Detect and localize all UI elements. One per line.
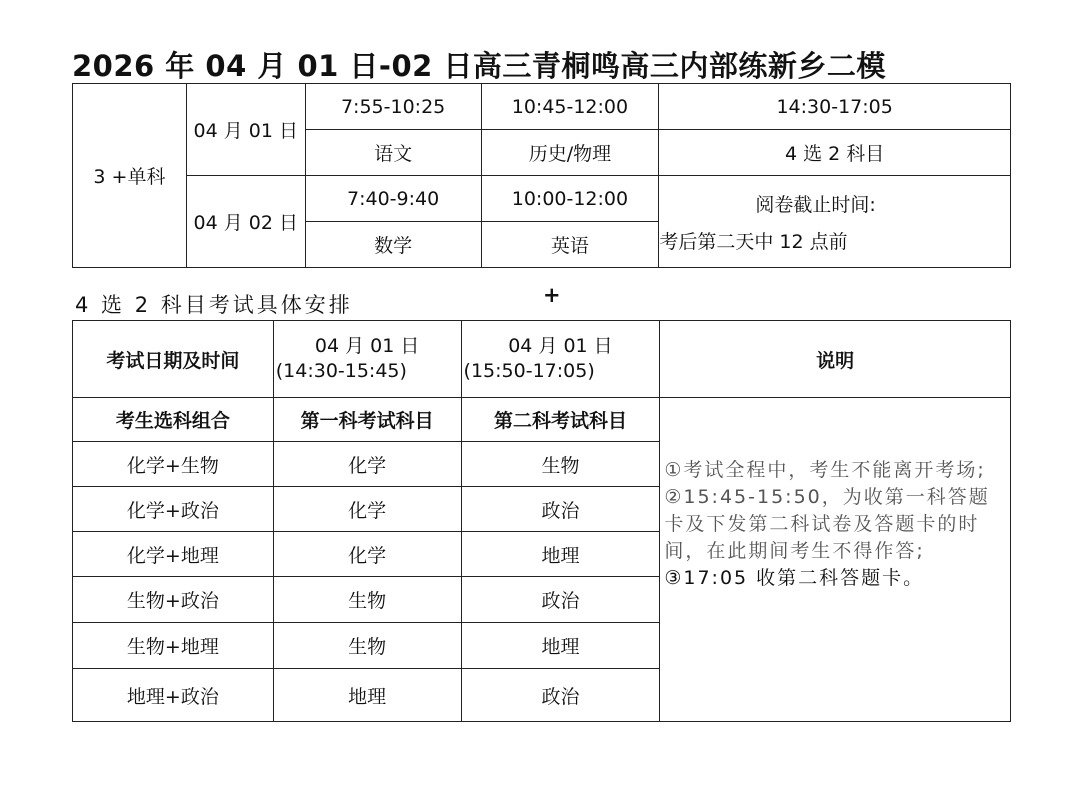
combo-cell: 生物+政治 [73, 577, 274, 623]
page-title: 2026 年 04 月 01 日-02 日高三青桐鸣高三内部练新乡二模 [72, 49, 886, 83]
day1-slot3-subject: 4 选 2 科目 [659, 130, 1011, 176]
header-first-time: (14:30-15:45) [275, 360, 407, 382]
second-subject-cell: 地理 [461, 532, 660, 577]
section-subtitle: 4 选 2 科目考试具体安排 [75, 293, 353, 317]
combo-cell: 地理+政治 [73, 669, 274, 722]
first-subject-cell: 地理 [273, 669, 461, 722]
exam-schedule-table [72, 83, 1011, 268]
day1-date: 04 月 01 日 [186, 84, 305, 176]
header-first-slot [273, 321, 461, 398]
day1-slot3-time: 14:30-17:05 [659, 84, 1011, 130]
note-1: ①考试全程中，考生不能离开考场; [664, 459, 986, 481]
combo-cell: 化学+政治 [73, 487, 274, 532]
second-subject-cell: 政治 [461, 577, 660, 623]
combo-cell: 化学+生物 [73, 442, 274, 487]
day1-slot2-subject: 历史/物理 [481, 130, 659, 176]
first-subject-cell: 生物 [273, 623, 461, 669]
note-3: ③17:05 收第二科答题卡。 [664, 567, 925, 589]
subheader-combo: 考生选科组合 [73, 398, 274, 442]
notes-cell [660, 398, 1011, 722]
first-subject-cell: 化学 [273, 487, 461, 532]
header-second-slot [461, 321, 660, 398]
day2-slot2-time: 10:00-12:00 [481, 176, 659, 222]
second-subject-cell: 生物 [461, 442, 660, 487]
day2-slot1-time: 7:40-9:40 [305, 176, 481, 222]
day2-date: 04 月 02 日 [186, 176, 305, 268]
day1-slot1-subject: 语文 [305, 130, 481, 176]
day2-slot1-subject: 数学 [305, 222, 481, 268]
header-first-date: 04 月 01 日 [314, 335, 420, 357]
note-2: ②15:45-15:50，为收第一科答题卡及下发第二科试卷及答题卡的时间，在此期间考生不得作答; [664, 486, 990, 562]
header-second-time: (15:50-17:05) [463, 360, 595, 382]
arrangement-table [72, 320, 1011, 722]
deadline-label: 阅卷截止时间: [755, 193, 876, 216]
day1-slot2-time: 10:45-12:00 [481, 84, 659, 130]
first-subject-cell: 生物 [273, 577, 461, 623]
first-subject-cell: 化学 [273, 532, 461, 577]
day1-slot1-time: 7:55-10:25 [305, 84, 481, 130]
day2-slot2-subject: 英语 [481, 222, 659, 268]
header-notes: 说明 [660, 321, 1011, 398]
combo-cell: 化学+地理 [73, 532, 274, 577]
deadline-value: 考后第二天中 12 点前 [659, 230, 848, 253]
second-subject-cell: 政治 [461, 669, 660, 722]
second-subject-cell: 地理 [461, 623, 660, 669]
first-subject-cell: 化学 [273, 442, 461, 487]
combo-cell: 生物+地理 [73, 623, 274, 669]
header-date-time: 考试日期及时间 [73, 321, 274, 398]
second-subject-cell: 政治 [461, 487, 660, 532]
group-label: 3 +单科 [73, 84, 187, 268]
plus-mark: + [543, 283, 561, 307]
subheader-first: 第一科考试科目 [273, 398, 461, 442]
subheader-second: 第二科考试科目 [461, 398, 660, 442]
header-second-date: 04 月 01 日 [508, 335, 613, 357]
deadline-cell [659, 176, 1011, 268]
